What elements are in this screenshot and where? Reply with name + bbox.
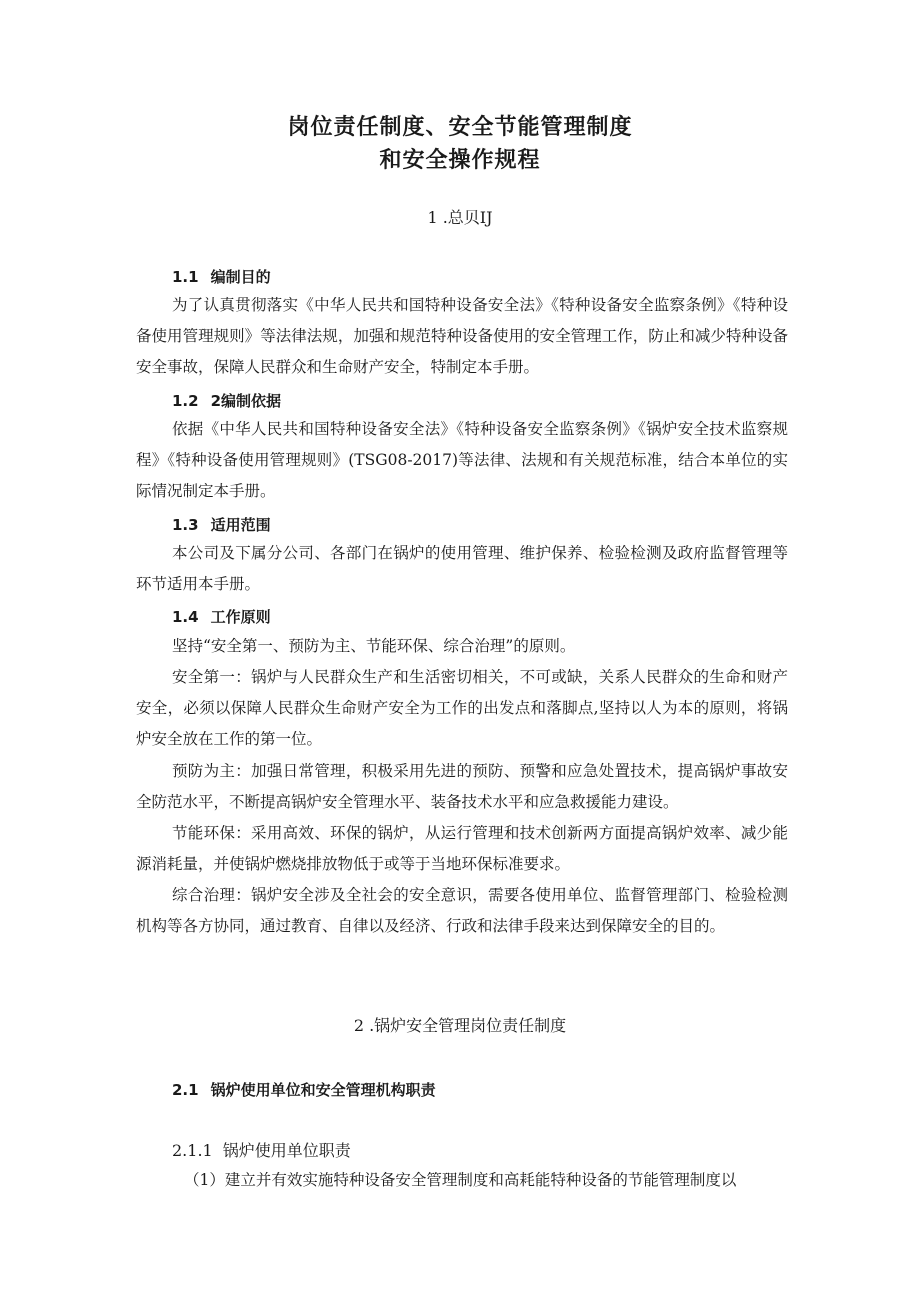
section-number: 1.4 (172, 608, 199, 626)
section-title: 2编制依据 (210, 392, 282, 410)
section-title: 编制目的 (210, 268, 271, 286)
paragraph-1-4-principle: 坚持“安全第一、预防为主、节能环保、综合治理”的原则。 (172, 637, 576, 655)
section-title: 锅炉使用单位和安全管理机构职责 (210, 1081, 436, 1099)
section-1-1-heading (172, 266, 271, 287)
paragraph-1-2: 依据《中华人民共和国特种设备安全法》《特种设备安全监察条例》《锅炉安全技术监察规程》《特种设备使用管理规则》(TSG08-2017)等法律、法规和有关规范标准，结合本单位的实际情况制定本手册。 (136, 420, 788, 501)
chapter-1-heading: 1 .总贝IJ (427, 208, 493, 227)
paragraph-1-4-comprehensive: 综合治理：锅炉安全涉及全社会的安全意识，需要各使用单位、监督管理部门、检验检测机构等各方协同，通过教育、自律以及经济、行政和法律手段来达到保障安全的目的。 (136, 886, 788, 936)
section-title: 锅炉使用单位职责 (222, 1141, 351, 1160)
paragraph-1-1: 为了认真贯彻落实《中华人民共和国特种设备安全法》《特种设备安全监察条例》《特种设备使用管理规则》等法律法规，加强和规范特种设备使用的安全管理工作，防止和减少特种设备安全事故，保障人民群众和生命财产安全，特制定本手册。 (136, 296, 788, 377)
section-1-3-heading (172, 514, 271, 535)
section-number: 1.3 (172, 516, 199, 534)
section-number: 2.1 (172, 1081, 199, 1099)
section-2-1-1-heading (172, 1138, 351, 1161)
section-number: 2.1.1 (172, 1141, 213, 1160)
section-2-1-heading (172, 1079, 436, 1100)
chapter-2-heading: 2 .锅炉安全管理岗位责任制度 (353, 1016, 567, 1035)
section-number: 1.2 (172, 392, 199, 410)
document-title-line2: 和安全操作规程 (379, 148, 541, 173)
paragraph-2-1-1-item-1: （1）建立并有效实施特种设备安全管理制度和高耗能特种设备的节能管理制度以 (184, 1171, 737, 1189)
section-1-2-heading (172, 390, 281, 411)
section-1-4-heading (172, 606, 271, 627)
paragraph-1-4-safety-first: 安全第一：锅炉与人民群众生产和生活密切相关，不可或缺，关系人民群众的生命和财产安全，必须以保障人民群众生命财产安全为工作的出发点和落脚点,坚持以人为本的原则，将锅炉安全放在工作的第一位。 (136, 668, 788, 749)
section-number: 1.1 (172, 268, 199, 286)
section-title: 适用范围 (210, 516, 271, 534)
document-title-line1: 岗位责任制度、安全节能管理制度 (287, 115, 633, 140)
paragraph-1-3: 本公司及下属分公司、各部门在锅炉的使用管理、维护保养、检验检测及政府监督管理等环节适用本手册。 (136, 544, 788, 594)
paragraph-1-4-prevention: 预防为主：加强日常管理，积极采用先进的预防、预警和应急处置技术，提高锅炉事故安全防范水平，不断提高锅炉安全管理水平、装备技术水平和应急救援能力建设。 (136, 762, 788, 812)
paragraph-1-4-energy-saving: 节能环保：采用高效、环保的锅炉，从运行管理和技术创新两方面提高锅炉效率、减少能源消耗量，并使锅炉燃烧排放物低于或等于当地环保标准要求。 (136, 824, 788, 874)
section-title: 工作原则 (210, 608, 271, 626)
